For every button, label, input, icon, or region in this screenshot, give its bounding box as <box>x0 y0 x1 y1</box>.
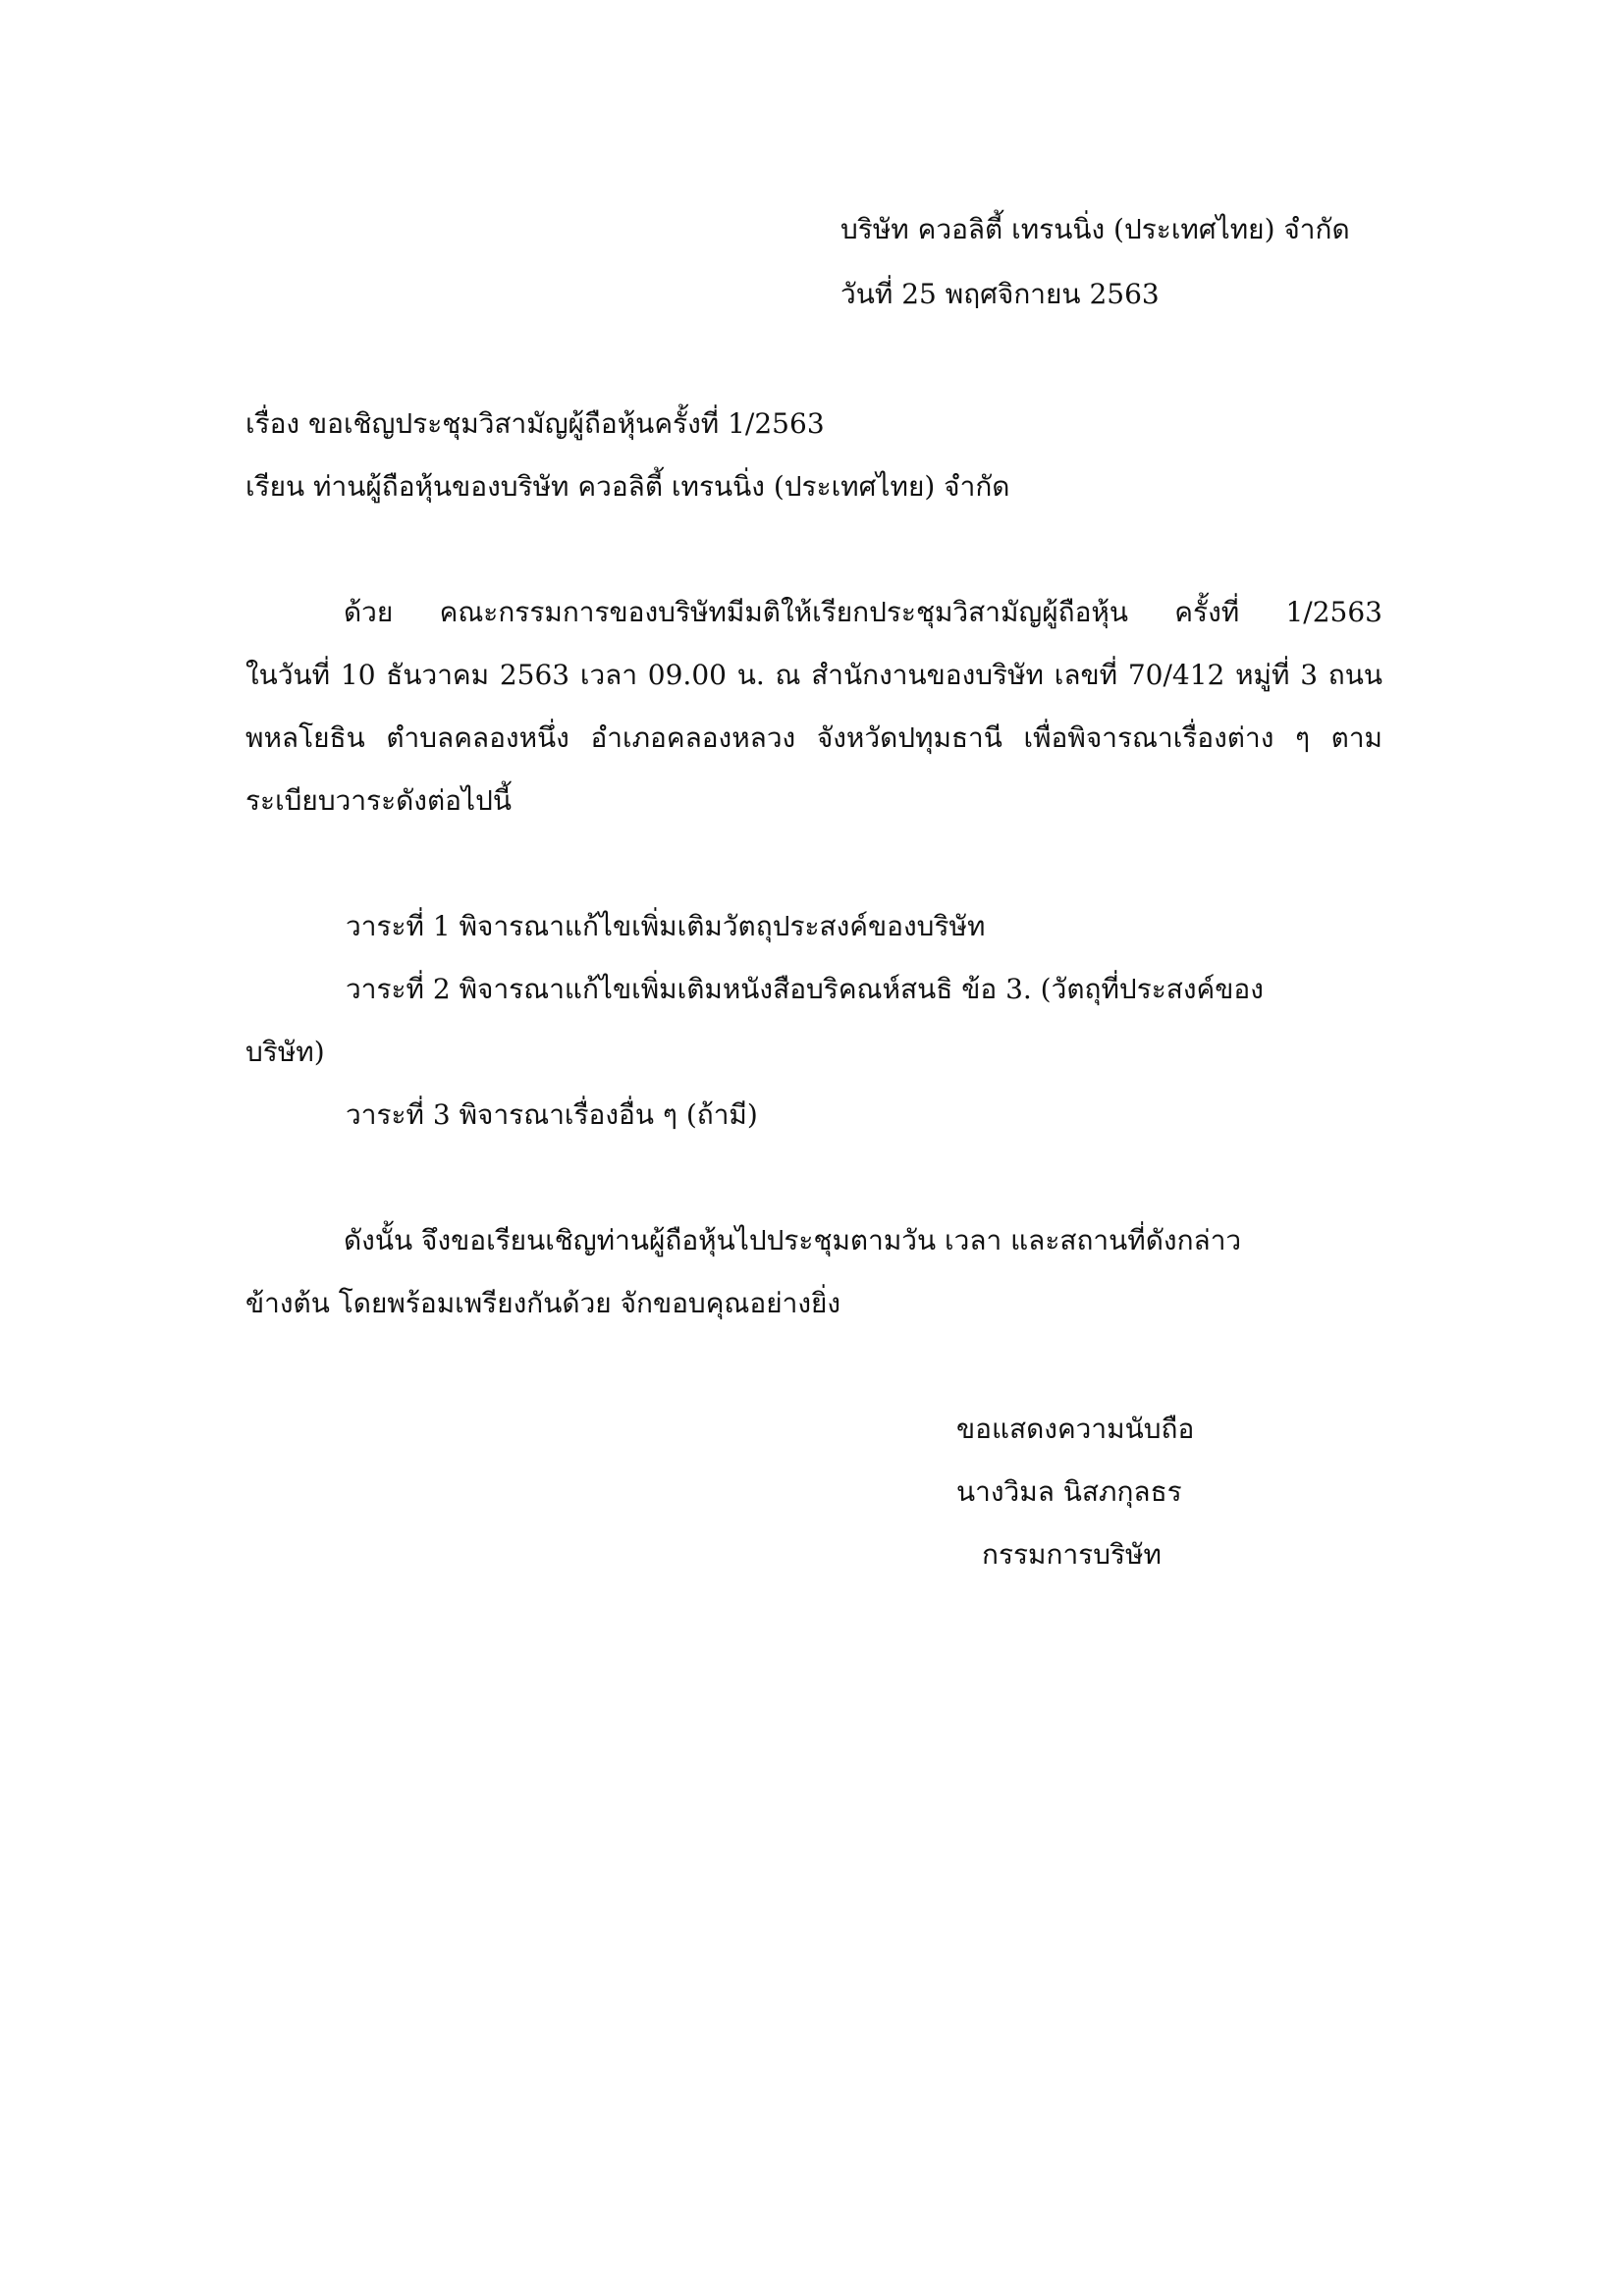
body-line-1: ด้วย คณะกรรมการของบริษัทมีมติให้เรียกประชุมวิสามัญผู้ถือหุ้น ครั้งที่ 1/2563 <box>344 596 1382 628</box>
body-line-4: ระเบียบวาระดังต่อไปนี้ <box>245 784 512 817</box>
agenda-item-2-cont: บริษัท) <box>245 1036 325 1068</box>
letter-date: วันที่ 25 พฤศจิกายน 2563 <box>840 278 1160 310</box>
agenda-item-2: วาระที่ 2 พิจารณาแก้ไขเพิ่มเติมหนังสือบริคณห์สนธิ ข้อ 3. (วัตถุที่ประสงค์ของ <box>346 973 1264 1005</box>
agenda-item-3: วาระที่ 3 พิจารณาเรื่องอื่น ๆ (ถ้ามี) <box>346 1098 758 1131</box>
signature-title: กรรมการบริษัท <box>982 1538 1162 1571</box>
closing-line-2: ข้างต้น โดยพร้อมเพรียงกันด้วย จักขอบคุณอย่างยิ่ง <box>245 1287 841 1319</box>
body-line-2: ในวันที่ 10 ธันวาคม 2563 เวลา 09.00 น. ณ สำนักงานของบริษัท เลขที่ 70/412 หมู่ที่ 3 ถนน <box>245 659 1382 691</box>
company-name: บริษัท ควอลิตี้ เทรนนิ่ง (ประเทศไทย) จำกัด <box>840 213 1350 245</box>
subject-line: เรื่อง ขอเชิญประชุมวิสามัญผู้ถือหุ้นครั้งที่ 1/2563 <box>245 407 825 440</box>
body-line-3: พหลโยธิน ตำบลคลองหนึ่ง อำเภอคลองหลวง จังหวัดปทุมธานี เพื่อพิจารณาเรื่องต่าง ๆ ตาม <box>245 721 1382 754</box>
signature-name: นางวิมล นิสภกุลธร <box>956 1475 1182 1508</box>
agenda-item-1: วาระที่ 1 พิจารณาแก้ไขเพิ่มเติมวัตถุประสงค์ของบริษัท <box>346 910 986 942</box>
signature-salutation: ขอแสดงความนับถือ <box>956 1413 1195 1445</box>
closing-line-1: ดังนั้น จึงขอเรียนเชิญท่านผู้ถือหุ้นไปประชุมตามวัน เวลา และสถานที่ดังกล่าว <box>344 1224 1242 1256</box>
recipient-line: เรียน ท่านผู้ถือหุ้นของบริษัท ควอลิตี้ เทรนนิ่ง (ประเทศไทย) จำกัด <box>245 470 1010 503</box>
